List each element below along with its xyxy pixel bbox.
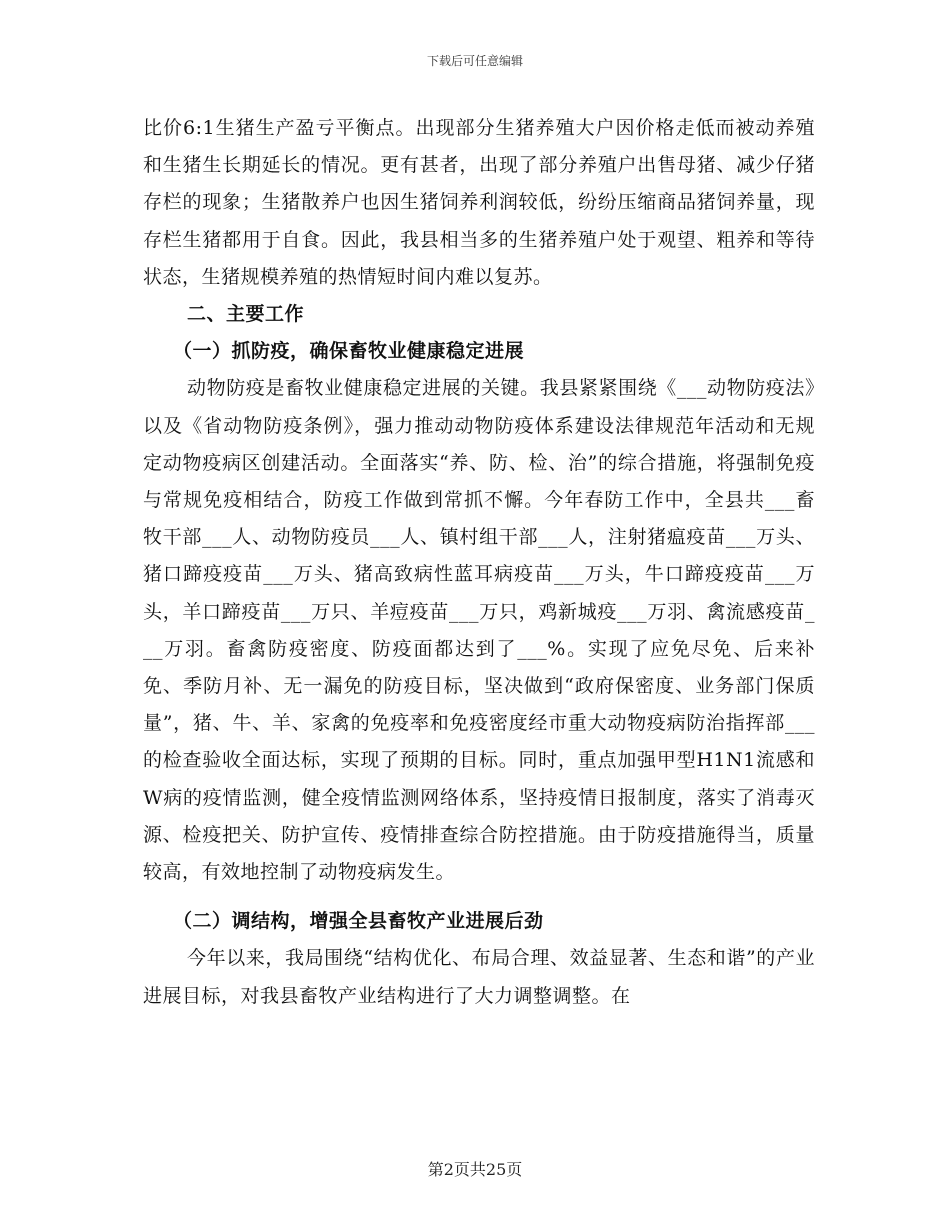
paragraph-epidemic-prevention: 动物防疫是畜牧业健康稳定进展的关键。我县紧紧围绕《___动物防疫法》以及《省动物防疫条例》，强力推动动物防疫体系建设法律规范年活动和无规定动物疫病区创建活动。全面落实“养、防、检、治”的综合措施，将强制免疫与常规免疫相结合，防疫工作做到常抓不懈。今年春防工作中，全县共___畜牧干部___人、动物防疫员___人、镇村组干部___人，注射猪瘟疫苗___万头、猪口蹄疫疫苗___万头、猪高致病性蓝耳病疫苗___万头，牛口蹄疫疫苗___万头，羊口蹄疫苗___万只、羊痘疫苗___万只，鸡新城疫___万羽、禽流感疫苗___万羽。畜禽防疫密度、防疫面都达到了___%。实现了应免尽免、后来补免、季防月补、无一漏免的防疫目标，坚决做到“政府保密度、业务部门保质量”，猪、牛、羊、家禽的免疫率和免疫密度经市重大动物疫病防治指挥部___的检查验收全面达标，实现了预期的目标。同时，重点加强甲型H1N1流感和W病的疫情监测，健全疫情监测网络体系，坚持疫情日报制度，落实了消毒灭源、检疫把关、防护宣传、疫情排查综合防控措施。由于防疫措施得当，质量较高，有效地控制了动物疫病发生。 <box>143 377 815 884</box>
paragraph-continuation: 比价6:1生猪生产盈亏平衡点。出现部分生猪养殖大户因价格走低而被动养殖和生猪生长期延长的情况。更有甚者，出现了部分养殖户出售母猪、减少仔猪存栏的现象；生猪散养户也因生猪饲养利润较低，纷纷压缩商品猪饲养量，现存栏生猪都用于自食。因此，我县相当多的生猪养殖户处于观望、粗养和等待状态，生猪规模养殖的热情短时间内难以复苏。 <box>143 117 815 288</box>
section-heading-main-work: 二、主要工作 <box>187 303 305 326</box>
subsection-heading-structure-adjustment: （二）调结构，增强全县畜牧产业进展后劲 <box>173 910 544 933</box>
document-body <box>143 110 815 1015</box>
page-header: 下载后可任意编辑 <box>426 54 523 68</box>
paragraph-structure-adjustment: 今年以来，我局围绕“结构优化、布局合理、效益显著、生态和谐”的产业进展目标，对我县畜牧产业结构进行了大力调整调整。在 <box>143 947 815 1007</box>
page-footer: 第2页共25页 <box>427 1160 523 1179</box>
subsection-heading-epidemic-prevention: （一）抓防疫，确保畜牧业健康稳定进展 <box>173 340 525 363</box>
